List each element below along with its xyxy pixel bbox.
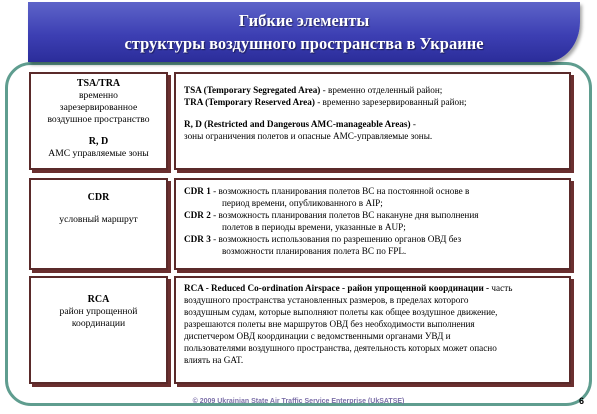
term-box-rca <box>29 276 168 384</box>
definition-line-cdr1: CDR 1 - возможность планирования полетов ВС на постоянной основе в <box>184 186 470 196</box>
term-tsa-tra: TSA/TRA <box>76 78 121 89</box>
title-banner <box>28 2 580 62</box>
term-desc: условный маршрут <box>59 214 138 225</box>
definition-box-rca <box>174 276 571 384</box>
definition-line-rca-4: разрешаются полеты вне маршрутов ОВД без необходимости выполнения <box>184 319 475 329</box>
term-desc: временно <box>79 90 118 101</box>
definition-line-rca-3: воздушным судам, которые выполняют полеты как общее воздушное движение, <box>184 307 498 317</box>
term-box-tsa-tra <box>29 72 168 170</box>
term-desc: АМС управляемые зоны <box>48 148 149 159</box>
definition-line-rca-5: диспетчером ОВД координации с ведомственными органами УВД и <box>184 331 451 341</box>
definition-line-rca: RCA - Reduced Co-ordination Airspace - район упрощенной координации - часть <box>184 283 513 293</box>
definition-box-cdr <box>174 178 571 270</box>
definition-line-cdr1-cont: период времени, опубликованного в AIP; <box>222 198 383 208</box>
definition-line-cdr2: CDR 2 - возможность планирования полетов ВС накануне дня выполнения <box>184 210 479 220</box>
term-desc: координации <box>71 318 126 329</box>
definition-line-rca-7: влиять на GAT. <box>184 355 244 365</box>
term-box-cdr <box>29 178 168 270</box>
footer-copyright: © 2009 Ukrainian State Air Traffic Service Enterprise (UkSATSE) <box>192 398 405 405</box>
term-rca: RCA <box>87 294 110 305</box>
term-desc: зарезервированное <box>59 102 138 113</box>
term-desc: воздушное пространство <box>47 114 150 125</box>
definition-line-tsa: TSA (Temporary Segregated Area) - временно отделенный район; <box>184 85 443 95</box>
definition-line-cdr3-cont: возможности планирования полета ВС по FPL. <box>222 246 407 256</box>
definition-line-rd-cont: зоны ограничения полетов и опасные АМС-управляемые зоны. <box>184 131 433 141</box>
definition-line-cdr3: CDR 3 - возможность использования по разрешению органов ОВД без <box>184 234 462 244</box>
term-r-d: R, D <box>88 136 109 147</box>
term-desc: район упрощенной <box>59 306 138 317</box>
definition-line-cdr2-cont: полетов в периоды времени, указанные в AUP; <box>222 222 406 232</box>
definition-line-rca-6: пользователями воздушного пространства, деятельность которых может опасно <box>184 343 497 353</box>
page-title-line1: Гибкие элементы <box>238 11 370 30</box>
definition-line-rca-2: воздушного пространства установленных размеров, в пределах которого <box>184 295 469 305</box>
page-title-line2: структуры воздушного пространства в Украине <box>124 34 484 53</box>
page-number: 6 <box>579 396 585 406</box>
definition-line-rd: R, D (Restricted and Dangerous AMC-manageable Areas) - <box>184 119 416 129</box>
term-cdr: CDR <box>87 192 110 203</box>
definition-box-tsa-tra <box>174 72 571 170</box>
definition-line-tra: TRA (Temporary Reserved Area) - временно зарезервированный район; <box>184 97 467 107</box>
